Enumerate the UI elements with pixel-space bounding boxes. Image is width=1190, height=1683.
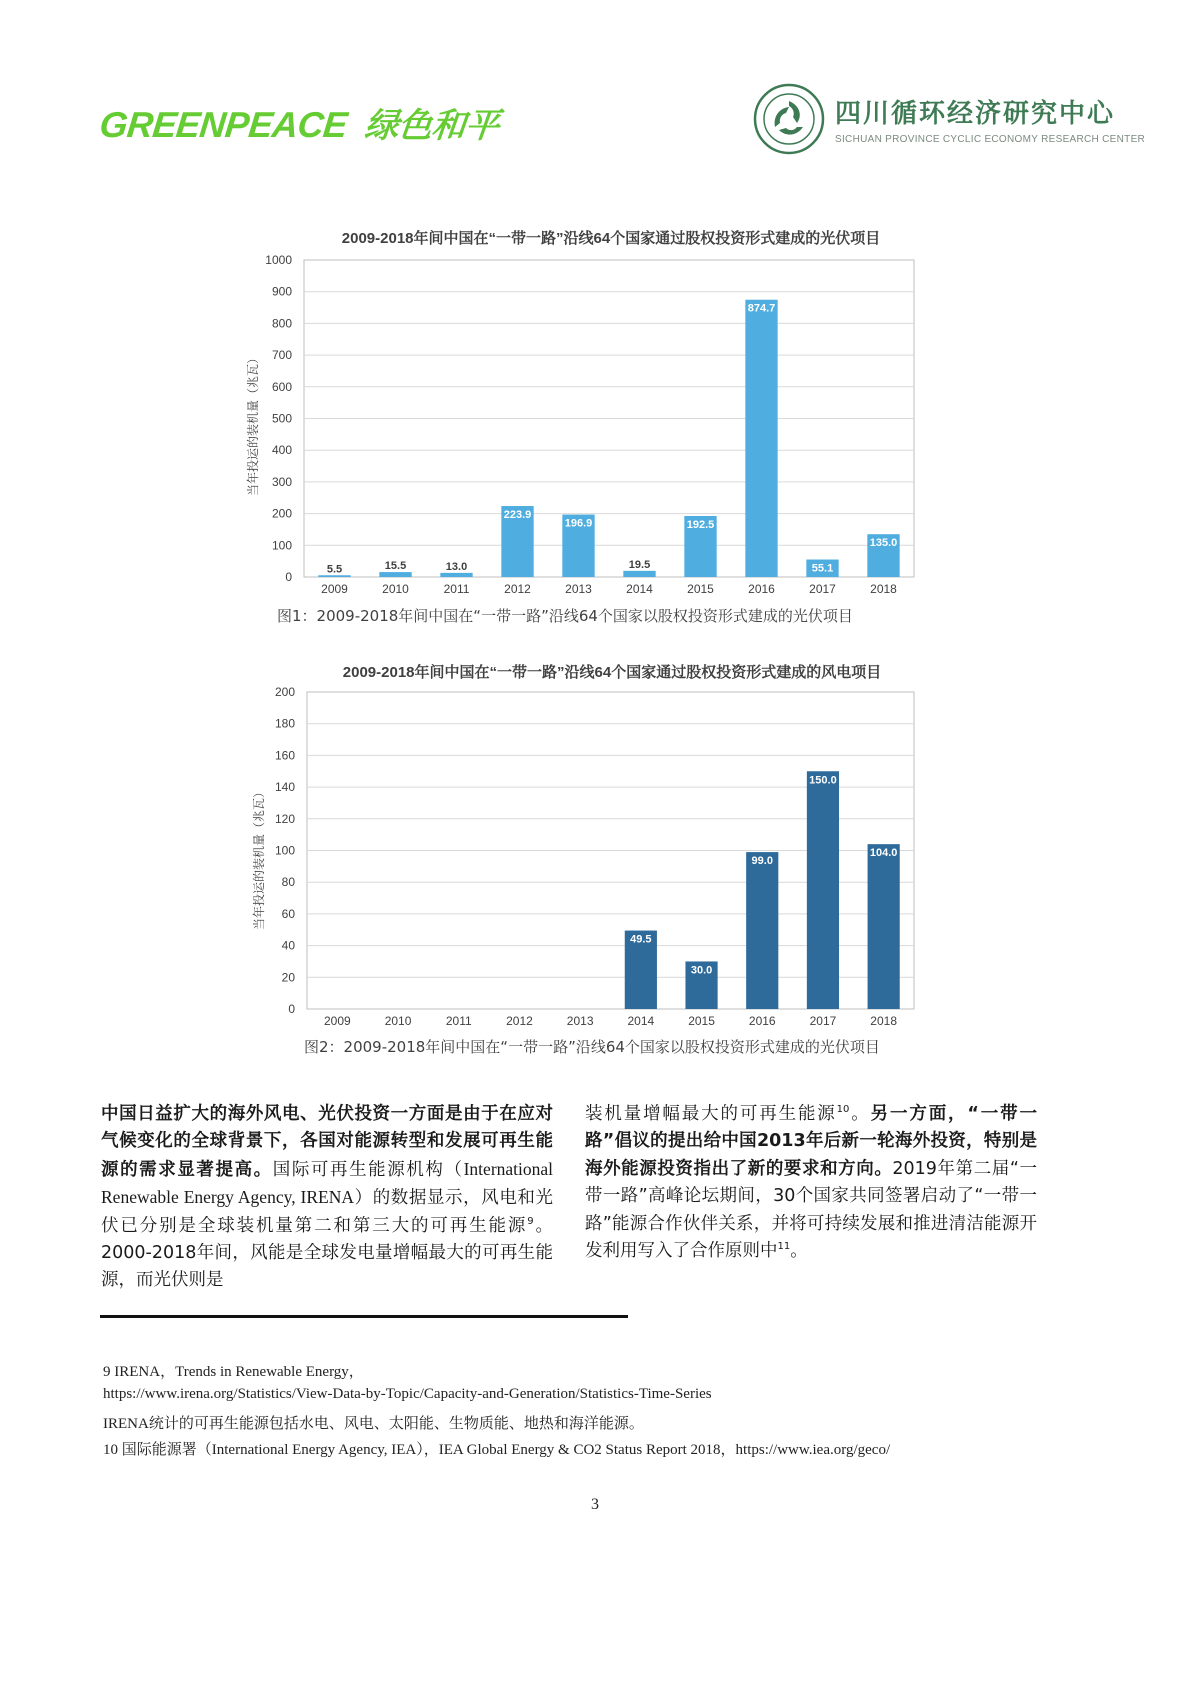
y-tick-label: 100: [271, 538, 292, 553]
research-center-name-cn: 四川循环经济研究中心: [835, 99, 1116, 129]
y-tick-label: 40: [281, 938, 295, 953]
data-label: 13.0: [445, 560, 468, 573]
body-left-text-1: 国际可再生能源机构（: [272, 1159, 464, 1180]
body-right-text-1: 装机量增幅最大的可再生能源: [585, 1104, 837, 1124]
x-tick-label: 2010: [382, 582, 409, 596]
data-label: 196.9: [564, 517, 593, 530]
y-tick-label: 160: [274, 748, 295, 763]
y-tick-label: 600: [271, 379, 292, 394]
footnote-9-line-3: IRENA统计的可再生能源包括水电、风电、太阳能、生物质能、地热和海洋能源。: [103, 1416, 644, 1432]
y-tick-label: 500: [271, 411, 292, 426]
body-right-text-2: 。: [849, 1104, 871, 1124]
page-number: 3: [591, 1496, 599, 1513]
x-tick-label: 2017: [809, 582, 836, 596]
data-label: 55.1: [811, 562, 834, 575]
x-tick-label: 2015: [688, 1014, 715, 1028]
data-label: 223.9: [503, 509, 532, 522]
body-right-text-4: 。: [790, 1241, 808, 1262]
y-tick-label: 100: [274, 843, 295, 858]
y-tick-label: 200: [274, 685, 295, 699]
x-tick-label: 2018: [870, 582, 897, 596]
body-left-column: [101, 1101, 553, 1295]
data-label: 150.0: [809, 774, 837, 787]
bar: [807, 771, 839, 1009]
data-label: 19.5: [628, 558, 651, 571]
x-tick-label: 2018: [870, 1014, 898, 1028]
data-label: 135.0: [869, 537, 898, 550]
footnote-ref-9[interactable]: 9: [527, 1215, 534, 1227]
footnote-ref-10[interactable]: 10: [836, 1104, 850, 1116]
y-tick-label: 0: [285, 570, 292, 584]
x-tick-label: 2014: [627, 1014, 655, 1028]
x-tick-label: 2016: [748, 582, 775, 596]
x-tick-label: 2011: [445, 1014, 472, 1028]
x-tick-label: 2012: [504, 582, 531, 596]
y-tick-label: 20: [281, 970, 295, 985]
x-tick-label: 2012: [506, 1014, 533, 1028]
research-center-name-en: SICHUAN PROVINCE CYCLIC ECONOMY RESEARCH CENTER: [835, 134, 1146, 145]
body-left-text-2: ）的数据显示，风电和光伏已分别是全球装机量第二和第三大的可再生能源: [101, 1188, 553, 1236]
x-tick-label: 2013: [565, 582, 592, 596]
body-right-text-3: 2019年第二届“一带一路”高峰论坛期间，30个国家共同签署启动了“一带一路”能源合作伙伴关系，并将可持续发展和推进清洁能源开发利用写入了合作原则中: [585, 1158, 1038, 1262]
x-tick-label: 2017: [809, 1014, 837, 1028]
y-tick-label: 800: [271, 316, 292, 331]
greenpeace-logo-text: GREENPEACE: [97, 104, 350, 145]
footnote-9-line-1: 9 IRENA，Trends in Renewable Energy，: [103, 1364, 364, 1380]
y-tick-label: 300: [271, 474, 292, 489]
x-tick-label: 2011: [443, 582, 470, 596]
data-label: 104.0: [869, 847, 898, 860]
footnote-10: 10 国际能源署（International Energy Agency, IEA），IEA Global Energy & CO2 Status Report 2018，https://www.iea.org/geco/: [103, 1442, 891, 1458]
body-left-latin: International Renewable Energy Agency, IRENA: [101, 1158, 554, 1208]
body-left-bold: 中国日益扩大的海外风电、光伏投资一方面是由于在应对气候变化的全球背景下，各国对能源转型和发展可再生能源的需求显著提高。: [101, 1104, 553, 1180]
x-tick-label: 2016: [748, 1014, 776, 1028]
body-left-text-3: 。2000-2018年间，风能是全球发电量增幅最大的可再生能源，而光伏则是: [101, 1215, 553, 1291]
y-tick-label: 80: [281, 875, 295, 890]
bar: [746, 852, 778, 1009]
data-label: 49.5: [630, 933, 652, 946]
bar: [868, 844, 900, 1009]
x-tick-label: 2009: [323, 1014, 351, 1028]
footnote-divider: [100, 1315, 628, 1318]
footnote-9-link[interactable]: https://www.irena.org/Statistics/View-Data-by-Topic/Capacity-and-Generation/Statistics-Time-Series: [103, 1386, 712, 1402]
y-tick-label: 1000: [265, 253, 292, 267]
y-axis-label: 当年投运的装机量（兆瓦）: [246, 351, 260, 497]
figure-1-caption: 图1：2009-2018年间中国在“一带一路”沿线64个国家以股权投资形式建成的光伏项目: [277, 607, 853, 625]
data-label: 99.0: [751, 855, 773, 868]
y-tick-label: 140: [274, 780, 295, 795]
y-tick-label: 60: [281, 906, 295, 921]
data-label: 192.5: [686, 518, 715, 531]
y-tick-label: 900: [271, 284, 292, 299]
x-tick-label: 2009: [321, 582, 348, 596]
data-label: 5.5: [326, 563, 343, 576]
y-tick-label: 400: [271, 443, 292, 458]
data-label: 30.0: [690, 964, 713, 977]
y-tick-label: 180: [274, 716, 295, 731]
body-right-bold: 另一方面，“一带一路”倡议的提出给中国2013年后新一轮海外投资，特别是海外能源投资指出了新的要求和方向。: [585, 1104, 1037, 1179]
footnote-ref-11[interactable]: 11: [777, 1241, 791, 1253]
chart-title: 2009-2018年间中国在“一带一路”沿线64个国家通过股权投资形式建成的风电项目: [342, 664, 882, 681]
body-right-column: [585, 1101, 1037, 1265]
y-tick-label: 700: [271, 348, 292, 363]
y-tick-label: 120: [274, 811, 295, 826]
data-label: 874.7: [747, 302, 776, 315]
x-tick-label: 2015: [687, 582, 714, 596]
y-axis-label: 当年投运的装机量（兆瓦）: [252, 785, 266, 931]
chart-title: 2009-2018年间中国在“一带一路”沿线64个国家通过股权投资形式建成的光伏项目: [341, 230, 881, 247]
x-tick-label: 2013: [566, 1014, 594, 1028]
x-tick-label: 2010: [384, 1014, 412, 1028]
y-tick-label: 200: [271, 506, 292, 521]
y-tick-label: 0: [288, 1002, 295, 1016]
data-label: 15.5: [384, 560, 407, 573]
x-tick-label: 2014: [626, 582, 653, 596]
figure-2-caption: 图2：2009-2018年间中国在“一带一路”沿线64个国家以股权投资形式建成的光伏项目: [304, 1038, 880, 1056]
greenpeace-logo-cn: 绿色和平: [362, 106, 501, 146]
